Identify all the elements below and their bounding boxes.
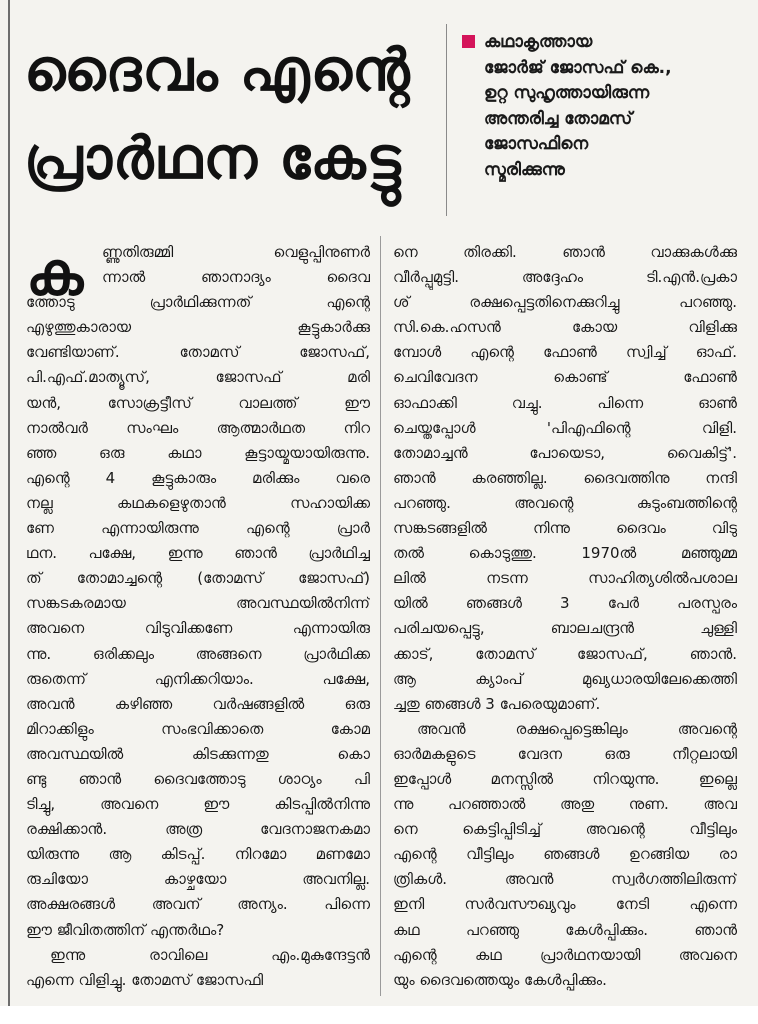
deck-line: സ്മരിക്കുന്നു [484,159,565,180]
deck-line: ജോസഫിനെ [484,134,589,154]
article-line: ന്നാൽ ഞാനാദ്യം ദൈവ [102,268,370,287]
article-line: എഴുത്തുകാരായ കൂട്ടുകാർക്കു [26,318,370,337]
headline [24,26,434,202]
article-line: ന്നു. ഒരിക്കലും അങ്ങനെ പ്രാർഥിക്ക [26,644,370,663]
article-line: എന്റെ 4 കൂട്ടുകാരും മരിക്കും വരെ [26,468,370,487]
article-line: ടിച്ചു, അവനെ ഈ കിടപ്പിൽനിന്നു [26,795,370,814]
article-line: ന്നു പറഞ്ഞാൽ അതു നുണ. അവ [393,795,737,814]
article-line: രക്ഷിക്കാൻ. അത്ര വേദനാജനകമാ [26,820,370,839]
article-line: ഇന്നു രാവിലെ എം.മുകുന്ദേട്ടൻ [50,945,370,964]
headline-line-2: പ്രാർഥന കേട്ടു [24,124,402,192]
article-line: അവൻ രക്ഷപ്പെട്ടെങ്കിലും അവന്റെ [417,719,737,738]
article-line: ണേ എന്നായിരുന്നു എന്റെ പ്രാർ [26,519,370,538]
article-line: രുതെന്ന് എനിക്കറിയാം. പക്ഷേ, [26,669,370,688]
article-line: തോമാച്ചൻ പോയെടാ, വൈകിട്ട്'. [393,443,737,462]
article-line: ലിൽ നടന്ന സാഹിത്യശിൽപശാല [393,569,737,588]
article-line: ണ്ണുതിരുമ്മി വെളുപ്പിനുണർ [102,243,370,261]
article-line: അവൻ കഴിഞ്ഞ വർഷങ്ങളിൽ ഒരു [26,694,370,713]
article-line: നെ തിരക്കി. ഞാൻ വാക്കുകൾക്കു [393,243,737,261]
article-line: വേണ്ടിയാണ്. തോമസ് ജോസഫ്, [26,343,370,362]
article-line: നല്ല കഥകളെഴുതാൻ സഹായിക്ക [26,493,370,512]
article-line: യും ദൈവത്തെയും കേൾപ്പിക്കും. [393,970,607,989]
article-line: എന്റെ വീട്ടിലും ഞങ്ങൾ ഉറങ്ങിയ രാ [393,845,737,864]
column-divider [380,236,381,996]
article-column-right [393,240,737,993]
article-line: സങ്കടങ്ങളിൽ നിന്നു ദൈവം വിടു [393,519,737,538]
deck-line: അന്തരിച്ച തോമസ് [484,108,633,129]
article-line: തൽ കൊടുത്തു. 1970ൽ മഞ്ഞുമ്മ [393,544,737,563]
page-bottom-margin [0,1006,758,1024]
left-margin-rule [8,0,10,1006]
article-line: ചെയ്തപ്പോൾ 'പിഎഫിന്റെ വിളി. [393,418,737,437]
article-column-left [26,240,370,993]
article-line: പി.എഫ്.മാത്യൂസ്, ജോസഫ് മരി [26,368,370,387]
deck-line: ജോർജ് ജോസഫ് കെ., [484,57,672,78]
article-line: ണ്ടു ഞാൻ ദൈവത്തോടു ശാഠ്യം പി [26,769,370,788]
article-line: പരിചയപ്പെട്ടു, ബാലചന്ദ്രൻ ചുള്ളി [393,619,737,638]
article-line: സങ്കടകരമായ അവസ്ഥയിൽനിന്ന് [26,594,370,613]
headline-line-1: ദൈവം എന്റെ [24,36,411,104]
article-line: ഇനി സർവസൗഖ്യവും നേടി എന്നെ [393,895,737,914]
deck-text: കഥാകൃത്തായ [484,32,593,52]
article-line: വീർപ്പുമുട്ടി. അദ്ദേഹം ടി.എൻ.പ്രകാ [393,268,737,287]
article-line: നാൽവർ സംഘം ആത്മാർഥത നിറ [26,418,370,437]
article-line: ഥന. പക്ഷേ, ഇന്നു ഞാൻ പ്രാർഥിച്ച [26,544,370,563]
article-line: ഓഫാക്കി വച്ചു. പിന്നെ ഓൺ [393,393,737,412]
article-line: മിറാക്കിളും സംഭവിക്കാതെ കോമ [26,719,370,738]
article-line: യൻ, സോക്രട്ടീസ് വാലത്ത് ഈ [26,393,370,412]
drop-cap: ക [26,239,84,309]
deck-line [462,30,734,56]
article-line: അവസ്ഥയിൽ കിടക്കുന്നതു കൊ [26,744,370,763]
article-line: എന്റെ കഥ പ്രാർഥനയായി അവനെ [393,945,737,964]
article-line: ത് തോമാച്ചന്റെ (തോമസ് ജോസഫ്) [26,569,370,588]
article-line: ക്കാട്, തോമസ് ജോസഫ്, ഞാൻ. [393,644,737,663]
article-line: ചെവിവേദന കൊണ്ട് ഫോൺ [393,368,737,387]
article-line: ഞാൻ കരഞ്ഞില്ല. ദൈവത്തിനു നന്ദി [393,468,737,487]
article-line: ഞ്ഞ ഒരു കഥാ കൂട്ടായ്മയായിരുന്നു. [26,443,370,462]
article-line: ഇപ്പോൾ മനസ്സിൽ നിറയുന്നു. ഇല്ലെ [393,769,737,788]
article-line: സി.കെ.ഹസൻ കോയ വിളിക്കു [393,318,737,337]
article-line: ശ് രക്ഷപ്പെട്ടതിനെക്കുറിച്ചു പറഞ്ഞു. [393,293,737,312]
article-line: അക്ഷരങ്ങൾ അവന് അന്യം. പിന്നെ [26,895,370,914]
article-line: എന്നെ വിളിച്ചു. തോമസ് ജോസഫി [26,970,264,989]
article-line: പറഞ്ഞു. അവന്റെ കുടുംബത്തിന്റെ [393,493,737,512]
article-line: ആ ക്യാംപ് മുഖ്യധാരയിലേക്കെത്തി [393,669,737,688]
article-line: യിൽ ഞങ്ങൾ 3 പേർ പരസ്പരം [393,594,737,613]
article-line: യിരുന്നു ആ കിടപ്പ്. നിറമോ മണമോ [26,845,370,864]
article-line: ത്രികൾ. അവൻ സ്വർഗത്തിലിരുന്ന് [393,870,737,889]
article-line: മ്പോൾ എന്റെ ഫോൺ സ്വിച്ച് ഓഫ്. [393,343,737,362]
deck [462,30,734,183]
deck-line: ഉറ്റ സുഹൃത്തായിരുന്ന [484,83,650,103]
article-line: അവനെ വിടുവിക്കണേ എന്നായിരു [26,619,370,638]
article-line: ച്ചതു ഞങ്ങൾ 3 പേരെയുമാണ്. [393,694,601,713]
article-line: കഥ പറഞ്ഞു കേൾപ്പിക്കും. ഞാൻ [393,920,737,939]
article-line: രുചിയോ കാഴ്ചയോ അവനില്ല. [26,870,370,889]
article-line: നെ കെട്ടിപ്പിടിച്ച് അവന്റെ വീട്ടിലും [393,820,737,839]
deck-divider [446,24,447,216]
article-line: ഓർമകളുടെ വേദന ഒരു നീറ്റലായി [393,744,737,763]
article-line: ഈ ജീവിതത്തിന് എന്തർഥം? [26,920,225,939]
square-bullet-icon [462,35,475,48]
article-line: ത്തോടു പ്രാർഥിക്കുന്നത് എന്റെ [26,293,370,312]
